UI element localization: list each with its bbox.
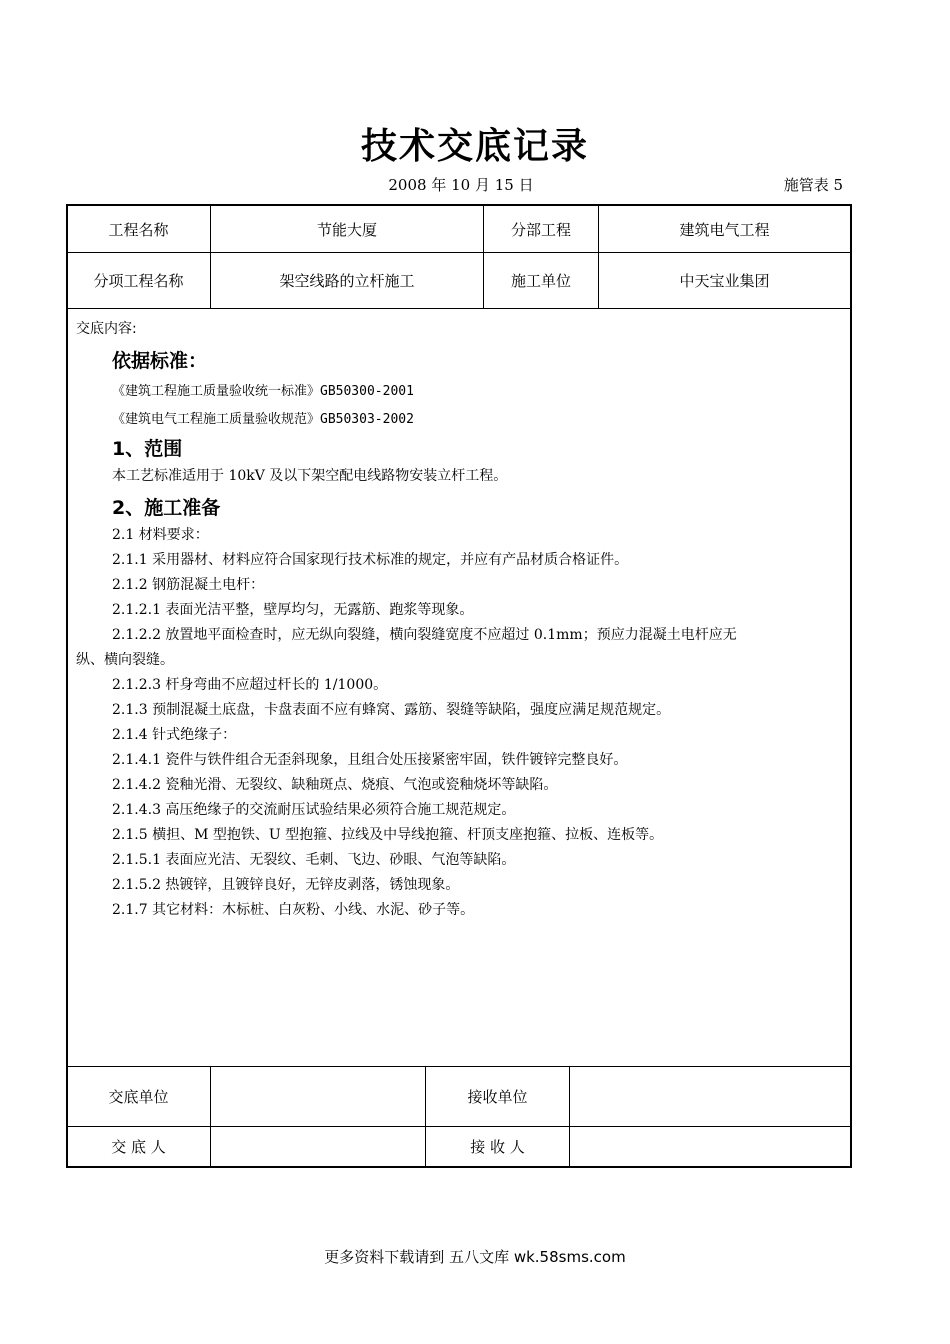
scope-text: 本工艺标准适用于 10kV 及以下架空配电线路物安装立杆工程。 [112,468,508,484]
prep-heading: 2、施工准备 [112,497,221,519]
project-name-value: 节能大厦 [316,220,377,239]
division-value: 建筑电气工程 [679,220,770,239]
content-item: 2.1.5 横担、M 型抱铁、U 型抱箍、拉线及中导线抱箍、杆顶支座抱箍、拉板、连板等。 [112,827,664,843]
content-item: 2.1.2 钢筋混凝土电杆： [112,577,265,593]
content-item: 2.1.1 采用器材、材料应符合国家现行技术标准的规定，并应有产品材质合格证件。 [112,552,629,568]
subitem-label: 分项工程名称 [93,272,184,290]
receiver-person-label: 接 收 人 [470,1138,525,1156]
content-item: 2.1.5.2 热镀锌，且镀锌良好，无锌皮剥落，锈蚀现象。 [112,877,460,893]
content-item: 2.1.3 预制混凝土底盘，卡盘表面不应有蜂窝、露筋、裂缝等缺陷，强度应满足规范规定。 [112,702,671,718]
issuer-person-field[interactable] [211,1127,425,1166]
contractor-value: 中天宝业集团 [679,272,770,290]
content-label: 交底内容: [76,321,137,337]
content-item: 2.1.2.1 表面光洁平整，壁厚均匀，无露筋、跑浆等现象。 [112,602,474,618]
content-item-continuation: 纵、横向裂缝。 [76,652,174,668]
content-section [76,314,844,923]
content-item: 2.1.2.3 杆身弯曲不应超过杆长的 1/1000。 [112,677,388,693]
project-name-label: 工程名称 [108,220,169,239]
receiver-unit-label: 接收单位 [467,1088,528,1106]
content-item: 2.1.5.1 表面应光洁、无裂纹、毛刺、飞边、砂眼、气泡等缺陷。 [112,852,516,868]
issuer-unit-field[interactable] [211,1067,425,1126]
row-divider [66,308,852,309]
content-item: 2.1.2.2 放置地平面检查时，应无纵向裂缝，横向裂缝宽度不应超过 0.1mm；预应力混凝土电杆应无 [112,627,737,643]
form-number: 施管表 5 [783,176,843,194]
scope-heading: 1、范围 [112,438,183,460]
basis-heading: 依据标准： [112,350,208,372]
footer-note: 更多资料下载请到 五八文库 wk.58sms.com [324,1248,626,1266]
contractor-label: 施工单位 [510,272,571,290]
content-item: 2.1.4 针式绝缘子： [112,727,237,743]
content-item: 2.1.4.3 高压绝缘子的交流耐压试验结果必须符合施工规范规定。 [112,802,516,818]
subitem-value: 架空线路的立杆施工 [279,272,415,290]
content-item: 2.1 材料要求： [112,527,209,543]
division-label: 分部工程 [510,220,571,239]
standard-item: 《建筑工程施工质量验收统一标准》GB50300-2001 [112,384,414,399]
content-item: 2.1.4.2 瓷釉光滑、无裂纹、缺釉斑点、烧痕、气泡或瓷釉烧坏等缺陷。 [112,777,558,793]
standard-item: 《建筑电气工程施工质量验收规范》GB50303-2002 [112,412,414,427]
issuer-unit-label: 交底单位 [108,1088,169,1106]
record-date: 2008 年 10 月 15 日 [388,176,534,194]
content-item: 2.1.4.1 瓷件与铁件组合无歪斜现象，且组合处压接紧密牢固，铁件镀锌完整良好。 [112,752,628,768]
receiver-person-field[interactable] [570,1127,850,1166]
receiver-unit-field[interactable] [570,1067,850,1126]
document-title: 技术交底记录 [360,126,589,167]
issuer-person-label: 交 底 人 [111,1138,166,1156]
content-item: 2.1.7 其它材料：木标桩、白灰粉、小线、水泥、砂子等。 [112,902,475,918]
